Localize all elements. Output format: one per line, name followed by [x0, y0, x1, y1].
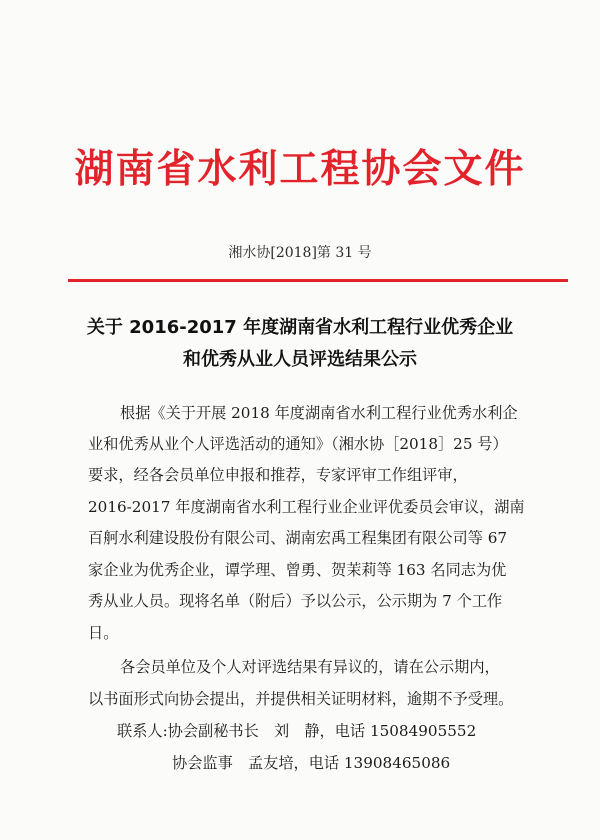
document-number: 湘水协[2018]第 31 号 [228, 245, 372, 261]
body-paragraph-2-line-1: 各会员单位及个人对评选结果有异议的，请在公示期内， [120, 658, 500, 676]
document-title-line-1: 关于 2016-2017 年度湖南省水利工程行业优秀企业 [86, 317, 514, 338]
body-paragraph-1-line-8: 日。 [88, 624, 119, 642]
body-paragraph-1-line-7: 秀从业人员。现将名单（附后）予以公示，公示期为 7 个工作 [88, 592, 503, 610]
body-paragraph-1-line-2: 业和优秀从业个人评选活动的通知》（湘水协［2018］25 号） [88, 435, 508, 453]
contact-line-1: 联系人:协会副秘书长 刘 静，电话 15084905552 [117, 722, 477, 740]
body-paragraph-1-line-4: 2016-2017 年度湖南省水利工程行业企业评优委员会审议，湖南 [88, 498, 525, 516]
contact-line-2: 协会监事 孟友培，电话 13908465086 [172, 754, 451, 772]
body-paragraph-1-line-6: 家企业为优秀企业，谭学理、曾勇、贺茉莉等 163 名同志为优 [88, 561, 507, 579]
body-paragraph-1-line-3: 要求，经各会员单位申报和推荐，专家评审工作组评审， [88, 466, 468, 484]
body-paragraph-2-line-2: 以书面形式向协会提出，并提供相关证明材料，逾期不予受理。 [88, 690, 514, 708]
body-paragraph-1-line-1: 根据《关于开展 2018 年度湖南省水利工程行业优秀水利企 [120, 404, 518, 422]
org-header-title: 湖南省水利工程协会文件 [74, 147, 526, 192]
red-divider-line [68, 279, 568, 282]
body-paragraph-1-line-5: 百舸水利建设股份有限公司、湖南宏禹工程集团有限公司等 67 [88, 529, 508, 547]
document-title-line-2: 和优秀从业人员评选结果公示 [183, 349, 417, 370]
